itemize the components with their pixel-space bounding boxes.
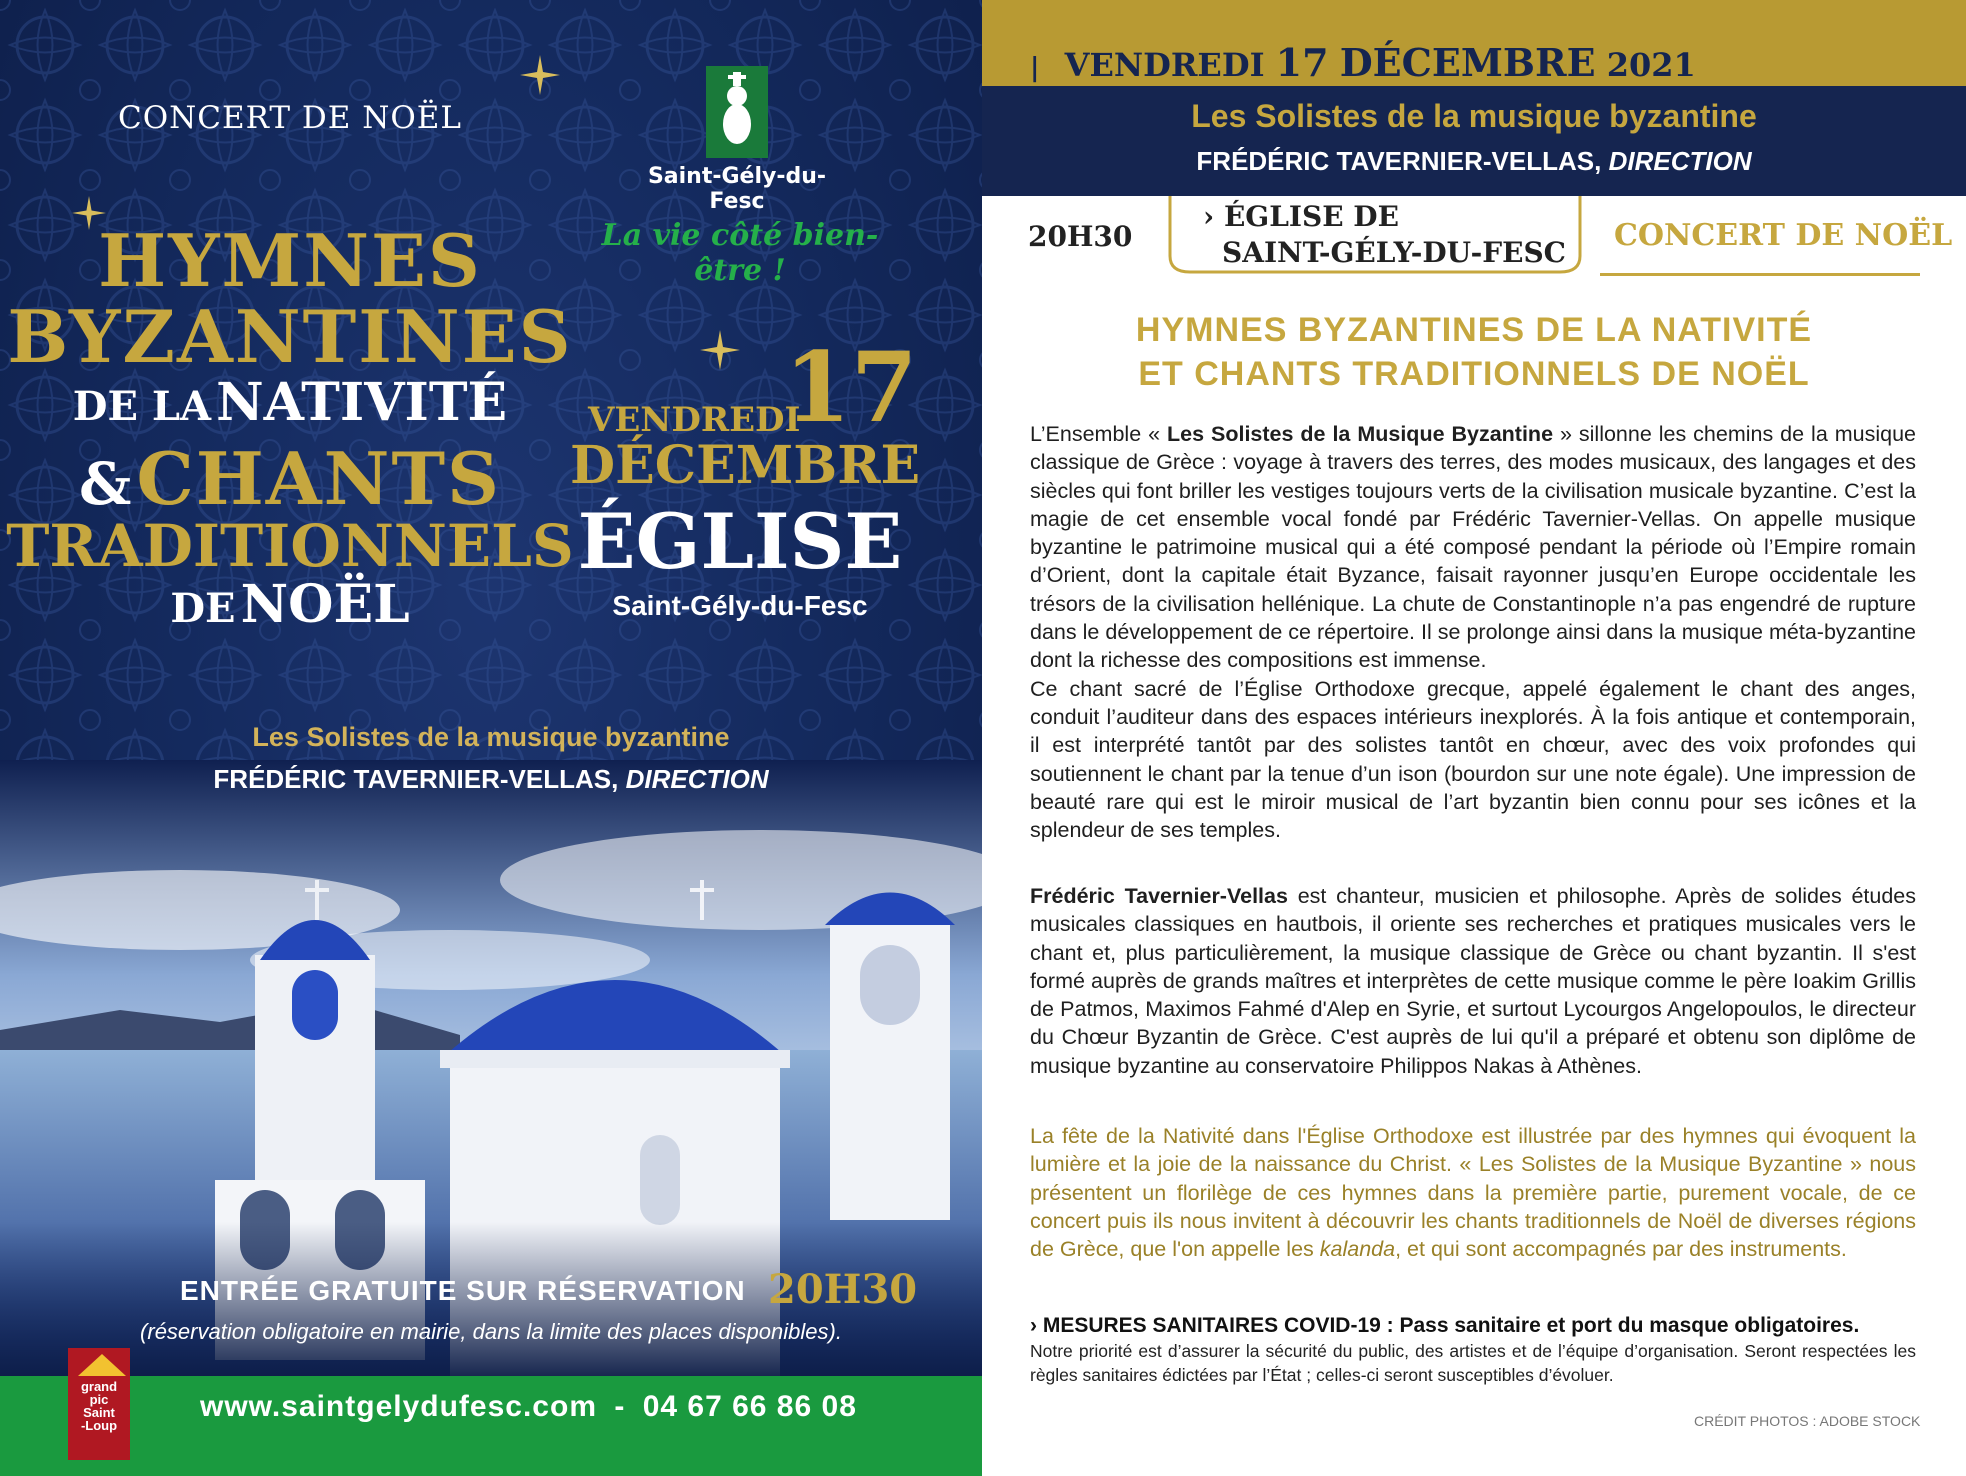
info-venue-line: › ÉGLISE DE	[1203, 200, 1399, 233]
title-line	[0, 436, 580, 521]
town-logo	[632, 66, 842, 214]
contact-line	[200, 1390, 857, 1424]
left-poster-panel	[0, 0, 982, 1476]
website-link[interactable]: www.saintgelydufesc.com	[200, 1390, 597, 1423]
header-weekday: VENDREDI	[1064, 46, 1265, 84]
info-venue-line: SAINT-GÉLY-DU-FESC	[1222, 236, 1566, 269]
header-month: DÉCEMBRE	[1339, 40, 1596, 85]
covid-heading: › MESURES SANITAIRES COVID-19 : Pass sanitaire et port du masque obligatoires.	[1030, 1314, 1860, 1337]
header-day: 17	[1275, 40, 1329, 85]
text-run: Ce chant sacré de l’Église Orthodoxe grecque, appelé également le chant des anges, conduit l’auditeur dans des espaces intérieurs inexplorés. À la fois antique et contemporain, il est interprété tantôt par des solistes tantôt en chœur, avec des voix profondes qui soutiennent le chant par la tenue d’un ison (bourdon sur une note égale). Une impression de beauté rare qui est le miroir musical de l’art byzantin bien connu pour ses icônes et la splendeur de ses temples.	[1030, 676, 1916, 843]
header-date	[1030, 40, 1696, 85]
title-prefix: &	[78, 450, 132, 518]
title-line	[0, 372, 580, 433]
event-date-block	[570, 331, 921, 622]
director-name: FRÉDÉRIC TAVERNIER-VELLAS,	[1196, 146, 1602, 176]
director-name: FRÉDÉRIC TAVERNIER-VELLAS,	[213, 764, 619, 794]
director-role: DIRECTION	[625, 764, 769, 794]
reservation-note: (réservation obligatoire en mairie, dans la limite des places disponibles).	[140, 1319, 842, 1344]
info-divider	[1150, 196, 1600, 276]
entry-info: ENTRÉE GRATUITE SUR RÉSERVATION	[180, 1275, 746, 1306]
ensemble-name: Les Solistes de la musique byzantine	[252, 722, 730, 752]
sparkle-star-icon	[520, 55, 560, 95]
header-year: 2021	[1606, 46, 1696, 84]
body-paragraph	[1030, 882, 1916, 1080]
title-line	[0, 574, 580, 635]
title-line: BYZANTINES	[7, 294, 573, 379]
logo-town-name: Saint-Gély-du-Fesc	[647, 164, 827, 214]
info-time: 20H30	[1028, 220, 1133, 253]
date-day: 17	[784, 331, 918, 444]
bear-crest-icon	[706, 66, 768, 158]
date-month: DÉCEMBRE	[570, 435, 921, 496]
logo-slogan: La vie côté bien-être !	[601, 218, 879, 288]
partner-logo-line: Saint	[83, 1405, 115, 1420]
contact-separator: -	[614, 1390, 626, 1423]
main-title-line: ET CHANTS TRADITIONNELS DE NOËL	[1138, 355, 1810, 394]
text-run: La fête de la Nativité dans l'Église Orthodoxe est illustrée par des hymnes qui évoquent la lumière et la joie de la naissance du Christ. « Les Solistes de la Musique Byzantine » nous présentent un florilège de ces hymnes dans la première partie, purement vocale, de ce concert puis ils nous invitent à découvrir les chants traditionnels de Noël de diverses régions de Grèce, que l'on appelle les	[1030, 1124, 1916, 1262]
ensemble-heading: Les Solistes de la musique byzantine	[1191, 98, 1757, 134]
photo-credit: CRÉDIT PHOTOS : ADOBE STOCK	[1694, 1413, 1921, 1429]
text-run-bold: Frédéric Tavernier-Vellas	[1030, 884, 1288, 908]
body-paragraph-highlight	[1030, 1122, 1916, 1263]
header-divider: |	[1030, 53, 1040, 83]
roof-icon	[68, 1348, 130, 1378]
title-word: CHANTS	[136, 436, 502, 521]
info-underline	[1600, 272, 1920, 278]
partner-logo-line: -Loup	[80, 1418, 118, 1433]
title-prefix: DE LA	[72, 383, 212, 430]
title-line: TRADITIONNELS	[6, 512, 574, 580]
event-time: 20H30	[768, 1266, 918, 1313]
text-run: » sillonne les chemins de la musique classique de Grèce : voyage à travers des terres, des modes musicaux, des langages et des siècles qui font briller les vestiges toujours verts de la civilisation musicale byzantine. C’est la magie de cet ensemble vocal fondé par Frédéric Tavernier-Vellas. On appelle musique byzantine le patrimoine musical qui a été composé pendant la période où l’Empire romain d’Orient, dont la capitale était Byzance, faisait rayonner jusqu’en Europe occidentale les trésors de la civilisation hellénique. La chute de Constantinople n’a pas engendré de rupture dans le développement de ce répertoire. Il se prolonge ainsi dans la musique méta-byzantine dont la richesse des compositions est immense.	[1030, 422, 1916, 673]
partner-logo	[68, 1348, 130, 1460]
info-event: CONCERT DE NOËL	[1614, 218, 1953, 253]
venue-name: ÉGLISE	[577, 497, 903, 586]
main-title	[982, 308, 1966, 396]
poster-title	[0, 218, 580, 635]
covid-text: Notre priorité est d’assurer la sécurité du public, des artistes et de l’équipe d’organisation. Seront respectées les règles sanitaires édictées par l’État ; celles-ci seront susceptibles d’évoluer.	[1030, 1341, 1916, 1385]
title-line: HYMNES	[98, 218, 482, 303]
phone-number: 04 67 66 86 08	[642, 1390, 857, 1423]
body-paragraph	[1030, 420, 1916, 844]
text-run: L’Ensemble «	[1030, 422, 1168, 446]
text-run-italic: kalanda	[1319, 1237, 1396, 1262]
text-run: , et qui sont accompagnés par des instruments.	[1395, 1237, 1847, 1262]
logo-crest	[706, 66, 768, 158]
partner-logo-line: pic	[89, 1392, 109, 1407]
venue-town: Saint-Gély-du-Fesc	[612, 590, 868, 621]
title-prefix: DE	[170, 585, 236, 632]
main-title-line: HYMNES BYZANTINES DE LA NATIVITÉ	[1135, 311, 1813, 349]
concert-label: CONCERT DE NOËL	[117, 100, 463, 136]
title-word: NATIVITÉ	[216, 372, 508, 433]
date-weekday: VENDREDI	[588, 400, 801, 440]
director-heading	[982, 146, 1966, 177]
director-line	[0, 764, 982, 795]
title-word: NOËL	[240, 574, 410, 635]
text-run-bold: Les Solistes de la Musique Byzantine	[1167, 422, 1554, 446]
director-role: DIRECTION	[1608, 146, 1752, 176]
partner-logo-line: grand	[80, 1379, 118, 1394]
text-run: est chanteur, musicien et philosophe. Après de solides études musicales classiques en hautbois, il oriente ses recherches et pratiques musicales vers le chant et, plus particulièrement, la musique classique de Grèce ou chant byzantin. Il s'est formé auprès de grands maîtres et interprètes de cette musique comme le père Ioakim Grillis de Patmos, Maximos Fahmé d'Alep en Syrie, et surtout Lycourgos Angelopoulos, le directeur du Chœur Byzantin de Grèce. C'est auprès de lui qu'il a préparé et obtenu son diplôme de musique byzantine au conservatoire Philippos Nakas à Athènes.	[1030, 884, 1916, 1078]
